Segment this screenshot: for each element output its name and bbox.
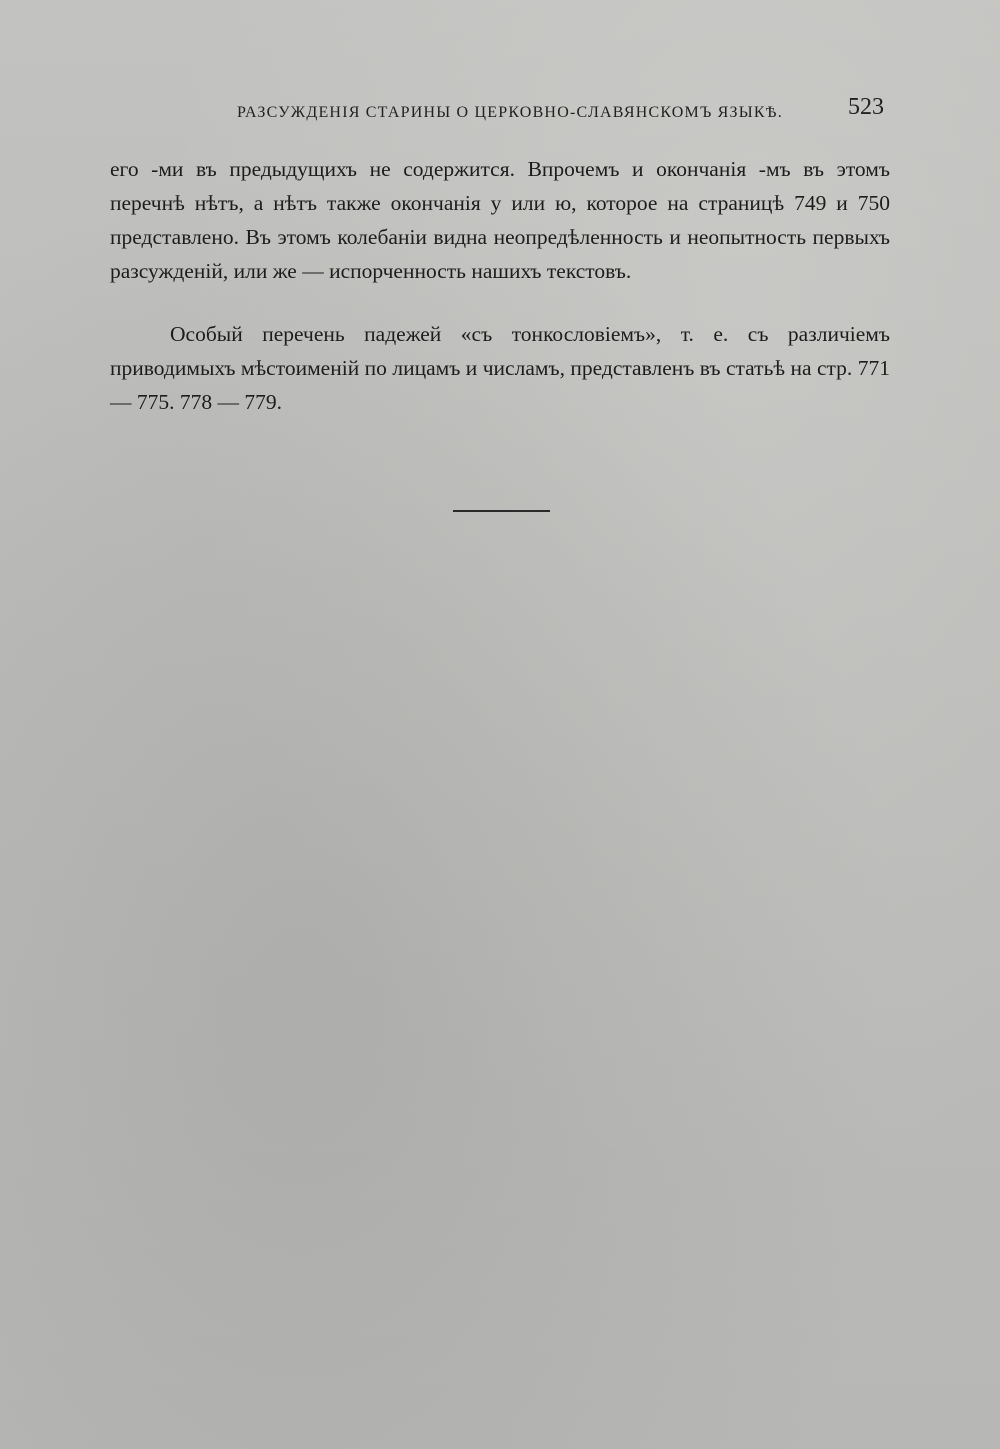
page-number: 523 <box>848 94 884 120</box>
paragraph: его -ми въ предыдущихъ не содержится. Впрочемъ и окончанія -мъ въ этомъ перечнѣ нѣтъ, а нѣтъ также окончанія у или ю, которое на страницѣ 749 и 750 представлено. Въ этомъ колебаніи видна неопредѣленность и неопытность первыхъ разсужденій, или же — испорченность нашихъ текстовъ. <box>110 157 890 283</box>
paragraph: Особый перечень падежей «съ тонкословіемъ», т. е. съ различіемъ приводимыхъ мѣстоименій по лицамъ и числамъ, представленъ въ статьѣ на стр. 771 — 775. 778 — 779. <box>110 322 890 414</box>
running-head: РАЗСУЖДЕНІЯ СТАРИНЫ О ЦЕРКОВНО-СЛАВЯНСКОМЪ ЯЗЫКѢ. <box>237 104 783 121</box>
section-divider <box>453 510 550 512</box>
